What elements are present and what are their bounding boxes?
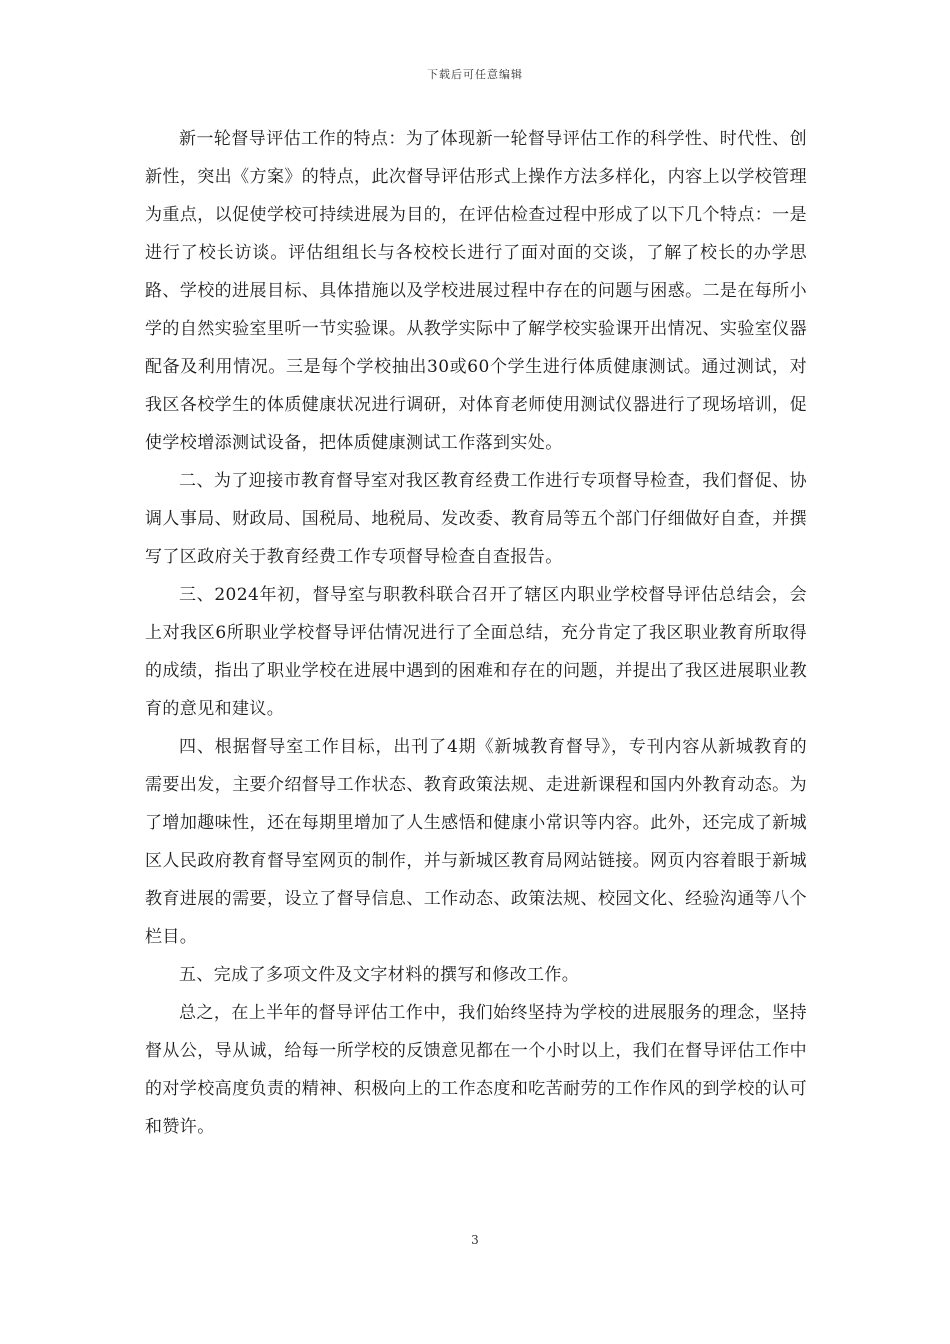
document-body (145, 120, 807, 1146)
page-header: 下载后可任意编辑 (427, 68, 523, 81)
paragraph-conclusion: 总之，在上半年的督导评估工作中，我们始终坚持为学校的进展服务的理念，坚持督从公，导从诚，给每一所学校的反馈意见都在一个小时以上，我们在督导评估工作中的对学校高度负责的精神、积极向上的工作态度和吃苦耐劳的工作作风的到学校的认可和赞许。 (145, 1003, 807, 1137)
paragraph-publication: 四、根据督导室工作目标，出刊了4期《新城教育督导》，专刊内容从新城教育的需要出发，主要介绍督导工作状态、教育政策法规、走进新课程和国内外教育动态。为了增加趣味性，还在每期里增加了人生感悟和健康小常识等内容。此外，还完成了新城区人民政府教育督导室网页的制作，并与新城区教育局网站链接。网页内容着眼于新城教育进展的需要，设立了督导信息、工作动态、政策法规、校园文化、经验沟通等八个栏目。 (145, 737, 807, 947)
page-number: 3 (471, 1233, 479, 1247)
paragraph-features: 新一轮督导评估工作的特点：为了体现新一轮督导评估工作的科学性、时代性、创新性，突出《方案》的特点，此次督导评估形式上操作方法多样化，内容上以学校管理为重点，以促使学校可持续进展为目的，在评估检查过程中形成了以下几个特点：一是进行了校长访谈。评估组组长与各校校长进行了面对面的交谈，了解了校长的办学思路、学校的进展目标、具体措施以及学校进展过程中存在的问题与困惑。二是在每所小学的自然实验室里听一节实验课。从教学实际中了解学校实验课开出情况、实验室仪器配备及利用情况。三是每个学校抽出30或60个学生进行体质健康测试。通过测试，对我区各校学生的体质健康状况进行调研，对体育老师使用测试仪器进行了现场培训，促使学校增添测试设备，把体质健康测试工作落到实处。 (145, 129, 807, 453)
paragraph-documents: 五、完成了多项文件及文字材料的撰写和修改工作。 (179, 965, 580, 985)
paragraph-funding-inspection: 二、为了迎接市教育督导室对我区教育经费工作进行专项督导检查，我们督促、协调人事局、财政局、国税局、地税局、发改委、教育局等五个部门仔细做好自查，并撰写了区政府关于教育经费工作专项督导检查自查报告。 (145, 471, 807, 567)
paragraph-vocational-summary: 三、2024年初，督导室与职教科联合召开了辖区内职业学校督导评估总结会，会上对我区6所职业学校督导评估情况进行了全面总结，充分肯定了我区职业教育所取得的成绩，指出了职业学校在进展中遇到的困难和存在的问题，并提出了我区进展职业教育的意见和建议。 (145, 585, 807, 719)
